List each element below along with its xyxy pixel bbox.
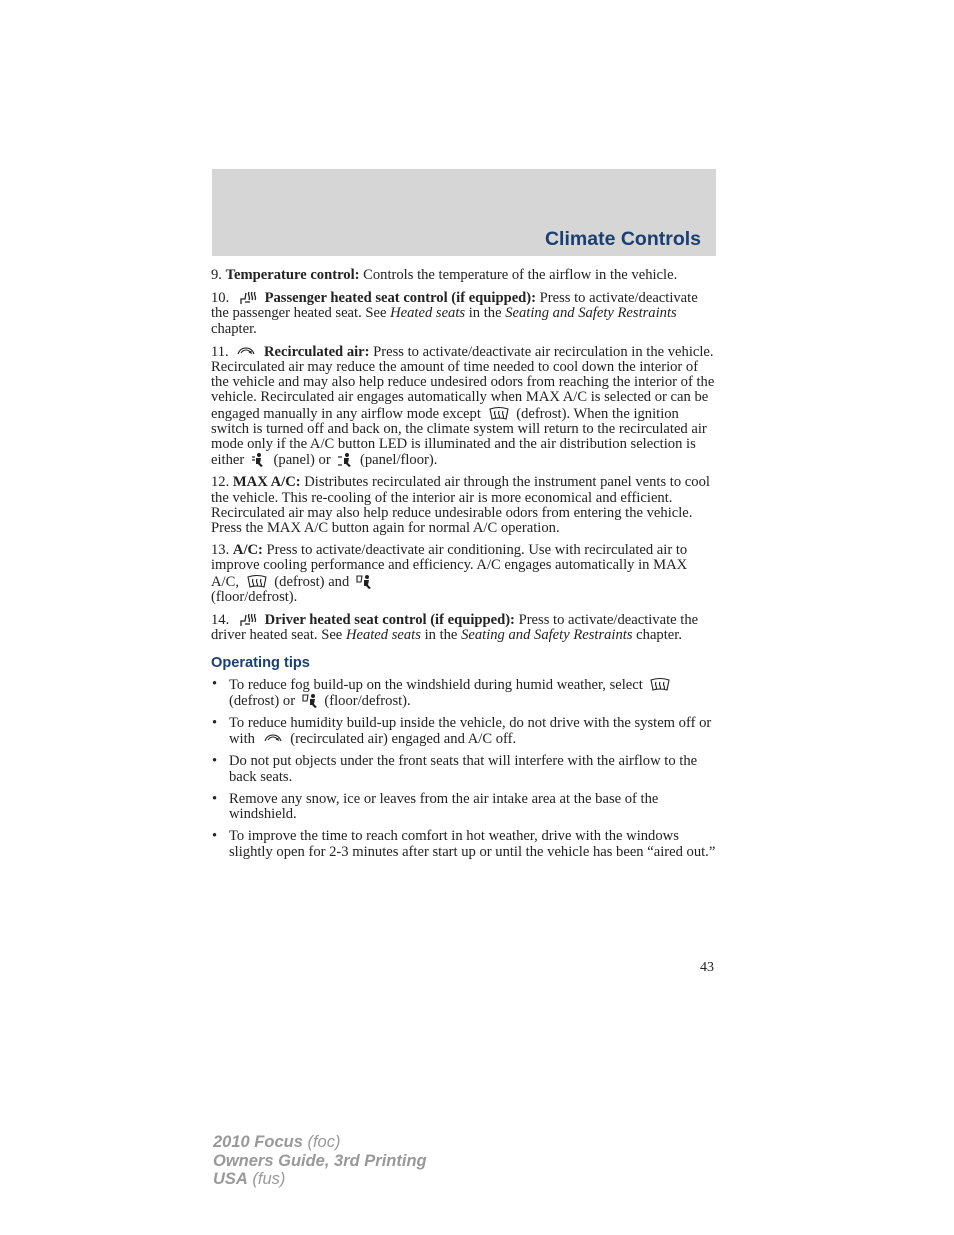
item-text: Press to activate/deactivate air recirculation in the vehicle. Recirculated air may reduce the amount of time needed to cool down the interior of the vehicle and may also help reduce undesired odors from reaching the interior of the vehicle. Recirculated air engages automatically when MAX A/C is selected or can be engaged manually in any airflow mode except (211, 343, 715, 422)
footer-market-code: (fus) (247, 1170, 286, 1189)
tip-text: To reduce fog build-up on the windshield during humid weather, select (229, 676, 643, 693)
cross-reference: Heated seats (345, 627, 421, 644)
floor-defrost-icon (302, 693, 318, 708)
list-item (211, 792, 717, 822)
item-driver-heated-seat (211, 612, 717, 643)
item-text: Press to activate/deactivate the passenger heated seat. See (211, 290, 698, 322)
page-number: 43 (700, 960, 714, 975)
bullet: • (212, 790, 218, 807)
item-text: in the (465, 305, 506, 322)
item-recirculated-air (211, 344, 717, 469)
bullet: • (212, 828, 218, 845)
item-text: chapter. (632, 627, 682, 644)
tip-text: (floor/defrost). (324, 692, 411, 709)
chapter-reference: Seating and Safety Restraints (505, 305, 677, 322)
item-label: MAX A/C: (232, 474, 301, 491)
tip-text: (defrost) or (229, 692, 296, 709)
item-temperature-control (211, 268, 717, 283)
footer-model: 2010 Focus (213, 1133, 303, 1151)
bullet: • (212, 715, 218, 732)
heated-seat-icon (236, 612, 258, 627)
footer-line-2 (213, 1152, 427, 1171)
item-number: 11. (211, 343, 229, 360)
item-text: (panel) or (273, 452, 331, 469)
footer-market: USA (213, 1170, 248, 1189)
item-number: 9. (211, 267, 222, 283)
item-number: 10. (211, 290, 230, 307)
tip-text: (recirculated air) engaged and A/C off. (290, 731, 517, 748)
footer-guide-edition: Owners Guide, 3rd Printing (213, 1151, 427, 1170)
item-label: A/C: (232, 542, 263, 559)
page-content (211, 268, 717, 867)
item-label: Passenger heated seat control (if equipped): (264, 290, 537, 307)
panel-vent-icon (251, 452, 267, 467)
item-text: (floor/defrost). (211, 588, 298, 605)
operating-tips-heading: Operating tips (211, 655, 310, 672)
bullet: • (212, 675, 218, 692)
item-ac (211, 543, 717, 605)
defrost-icon (488, 406, 510, 421)
footer-line-3 (213, 1170, 427, 1189)
list-item (211, 677, 717, 709)
item-text: Controls the temperature of the airflow in the vehicle. (359, 267, 678, 283)
section-header-band (212, 169, 716, 256)
item-number: 13. (211, 542, 230, 559)
tip-text: To reduce humidity build-up inside the vehicle, do not drive with the system off or with (229, 715, 712, 748)
list-item (211, 754, 717, 784)
footer-model-code: (foc) (302, 1133, 341, 1151)
item-label: Driver heated seat control (if equipped): (264, 612, 515, 629)
bullet: • (212, 753, 218, 770)
item-text: (defrost). When the ignition switch is turned off and back on, the climate system will return to the recirculated air mode only if the A/C button LED is illuminated and the air distribution selection is either (211, 405, 707, 469)
list-item (211, 829, 717, 859)
list-item (211, 716, 717, 747)
heated-seat-icon (236, 290, 258, 305)
document-footer (213, 1133, 427, 1189)
recirculated-air-icon (262, 731, 284, 746)
tip-text: To improve the time to reach comfort in hot weather, drive with the windows slightly open for 2-3 minutes after start up or until the vehicle has been “aired out.” (229, 828, 716, 860)
item-text: in the (420, 627, 462, 644)
tip-text: Remove any snow, ice or leaves from the air intake area at the base of the windshield. (229, 790, 659, 823)
footer-line-1 (213, 1133, 427, 1152)
item-label: Recirculated air: (264, 343, 370, 360)
item-text: chapter. (211, 320, 257, 337)
chapter-reference: Seating and Safety Restraints (461, 627, 633, 644)
panel-floor-vent-icon (337, 452, 353, 467)
item-label: Temperature control: (225, 267, 360, 283)
section-title: Climate Controls (544, 228, 701, 250)
item-number: 14. (211, 612, 230, 629)
item-text: (panel/floor). (360, 452, 438, 469)
item-text: Press to activate/deactivate the driver heated seat. See (211, 612, 699, 644)
item-max-ac (211, 475, 717, 536)
tip-text: Do not put objects under the front seats that will interfere with the airflow to the back seats. (229, 753, 698, 785)
item-text: Distributes recirculated air through the instrument panel vents to cool the vehicle. This re-cooling of the interior air is more economical and efficient. Recirculated air may also help reduce undesirable odors from entering the vehicle. Press the MAX A/C button again for normal A/C operation. (211, 474, 710, 537)
item-passenger-heated-seat (211, 290, 717, 337)
operating-tips-list (211, 677, 717, 860)
item-text: (defrost) and (274, 573, 350, 590)
defrost-icon (649, 677, 671, 692)
recirculated-air-icon (235, 344, 257, 359)
defrost-icon (246, 574, 268, 589)
cross-reference: Heated seats (390, 305, 466, 322)
floor-defrost-icon (356, 574, 372, 589)
item-number: 12. (211, 474, 230, 491)
item-text: Press to activate/deactivate air conditioning. Use with recirculated air to improve cooling performance and efficiency. A/C engages automatically in MAX A/C, (211, 542, 688, 590)
